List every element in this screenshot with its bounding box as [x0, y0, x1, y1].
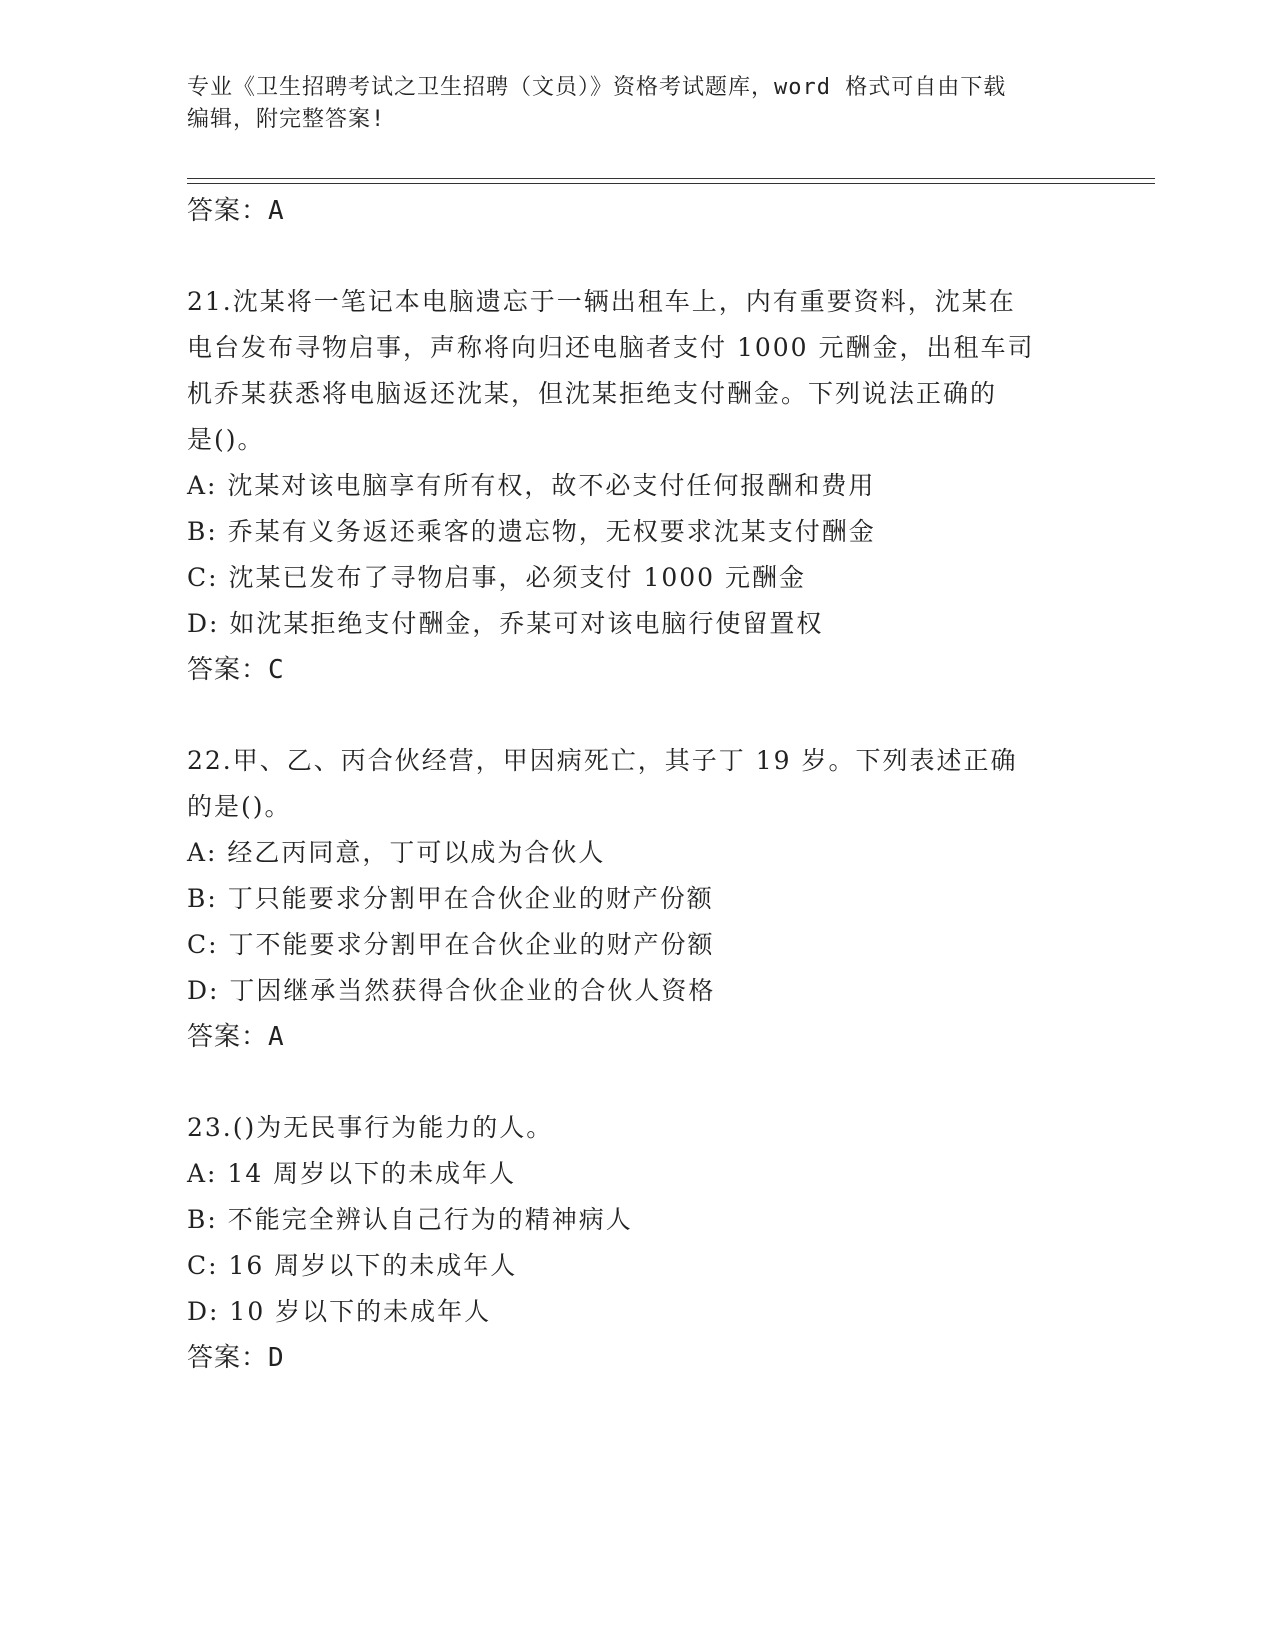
question-stem-line: 21.沈某将一笔记本电脑遗忘于一辆出租车上，内有重要资料，沈某在 — [187, 287, 1016, 316]
previous-answer — [187, 188, 1087, 234]
question-content — [187, 188, 1087, 1381]
header-divider-top — [187, 178, 1155, 179]
answer-value: A — [268, 196, 285, 226]
question-23 — [187, 1105, 1087, 1381]
answer-23 — [187, 1335, 1087, 1381]
question-stem-line: 电台发布寻物启事，声称将向归还电脑者支付 1000 元酬金，出租车司 — [187, 333, 1035, 362]
answer-label: 答案： — [187, 655, 269, 685]
answer-label: 答案： — [187, 1343, 269, 1373]
option-a: A: 14 周岁以下的未成年人 — [187, 1159, 517, 1188]
option-c: C: 16 周岁以下的未成年人 — [187, 1251, 518, 1280]
question-21 — [187, 279, 1087, 693]
answer-label: 答案： — [187, 1022, 269, 1052]
option-b: B: 不能完全辨认自己行为的精神病人 — [187, 1205, 633, 1234]
option-c: C: 丁不能要求分割甲在合伙企业的财产份额 — [187, 930, 715, 959]
question-stem-line: 机乔某获悉将电脑返还沈某，但沈某拒绝支付酬金。下列说法正确的 — [187, 379, 998, 408]
answer-22 — [187, 1014, 1087, 1060]
question-stem-line: 的是()。 — [187, 792, 292, 821]
option-a: A: 沈某对该电脑享有所有权，故不必支付任何报酬和费用 — [187, 471, 876, 500]
option-c: C: 沈某已发布了寻物启事，必须支付 1000 元酬金 — [187, 563, 807, 592]
option-b: B: 丁只能要求分割甲在合伙企业的财产份额 — [187, 884, 714, 913]
answer-value: C — [268, 655, 285, 685]
answer-label: 答案： — [187, 196, 269, 226]
option-a: A: 经乙丙同意，丁可以成为合伙人 — [187, 838, 606, 867]
header-line-1: 专业《卫生招聘考试之卫生招聘（文员）》资格考试题库，word 格式可自由下载 — [187, 75, 1007, 100]
header-divider-bottom — [187, 183, 1155, 184]
document-header — [187, 72, 1087, 136]
question-22 — [187, 738, 1087, 1060]
question-stem-line: 23.()为无民事行为能力的人。 — [187, 1113, 554, 1142]
option-d: D: 如沈某拒绝支付酬金，乔某可对该电脑行使留置权 — [187, 609, 824, 638]
option-d: D: 丁因继承当然获得合伙企业的合伙人资格 — [187, 976, 716, 1005]
question-stem-line: 22.甲、乙、丙合伙经营，甲因病死亡，其子丁 19 岁。下列表述正确 — [187, 746, 1018, 775]
answer-value: D — [268, 1343, 285, 1373]
header-line-2: 编辑，附完整答案! — [187, 107, 386, 132]
option-b: B: 乔某有义务返还乘客的遗忘物，无权要求沈某支付酬金 — [187, 517, 876, 546]
question-stem-line: 是()。 — [187, 425, 265, 454]
answer-value: A — [268, 1022, 285, 1052]
answer-21 — [187, 647, 1087, 693]
option-d: D: 10 岁以下的未成年人 — [187, 1297, 492, 1326]
